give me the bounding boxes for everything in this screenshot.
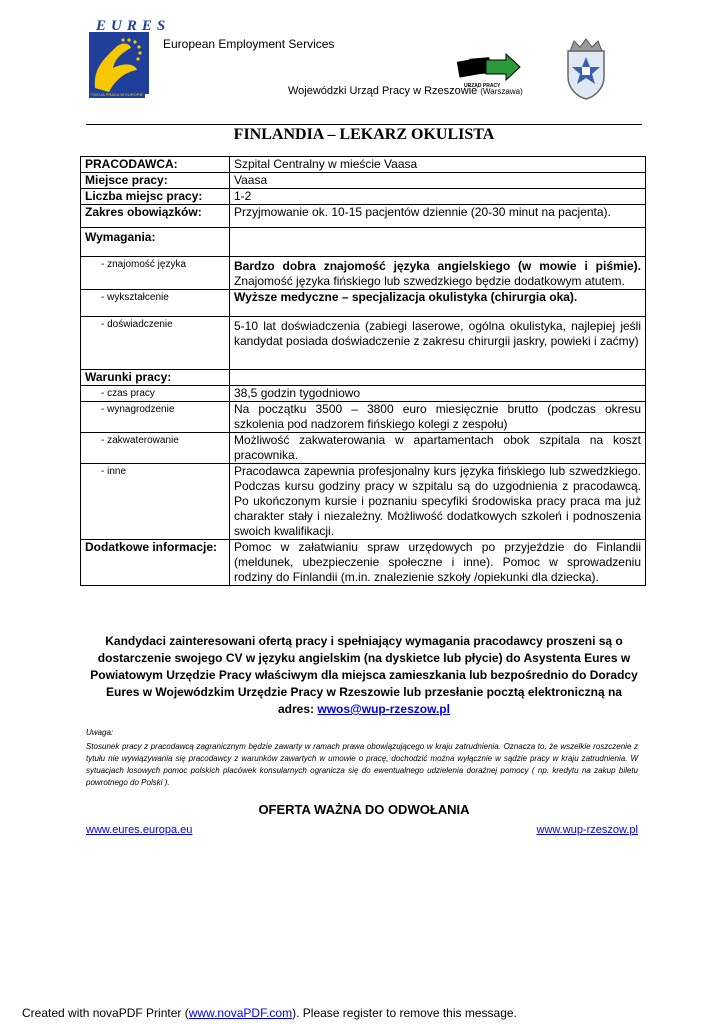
language-requirement: Bardzo dobra znajomość języka angielskiego (w mowie i piśmie). <box>234 259 641 273</box>
wup-link[interactable]: www.wup-rzeszow.pl <box>536 824 638 836</box>
wup-city: (Warszawa) <box>480 87 523 96</box>
employer-value: Szpital Centralny w mieście Vaasa <box>230 157 646 173</box>
crest-icon <box>560 37 612 101</box>
table-row <box>81 317 646 370</box>
ees-title: European Employment Services <box>163 37 335 51</box>
table-row <box>81 402 646 433</box>
candidates-info: Kandydaci zainteresowani ofertą pracy i spełniający wymagania pracodawcy proszeni są o dostarczenie swojego CV w języku angielskim (na dyskietce lub płycie) do Asystenta Eures w Powiatowym Urzędzie Pracy właściwym dla miejsca zamieszkania lub bezpośrednio do Doradcy Eures w Wojewódzkim Urzędzie Pracy w Rzeszowie lub przesłanie pocztą elektroniczną na adres: wwos@wup-rzeszow.pl <box>90 634 638 716</box>
table-row <box>81 157 646 173</box>
worktime-value: 38,5 godzin tygodniowo <box>230 386 646 402</box>
email-link[interactable]: wwos@wup-rzeszow.pl <box>317 702 450 716</box>
location-value: Vaasa <box>230 173 646 189</box>
table-row <box>81 173 646 189</box>
language-extra: Znajomość języka fińskiego lub szwedzkiego będzie dodatkowym atutem. <box>234 274 625 288</box>
other-label: - inne <box>81 464 230 540</box>
table-row <box>81 189 646 205</box>
table-row <box>81 290 646 317</box>
employer-label: PRACODAWCA: <box>81 157 230 173</box>
other-value: Pracodawca zapewnia profesjonalny kurs języka fińskiego lub szwedzkiego. Podczas kursu godziny pracy w szpitalu są do uzgodnienia z pracodawcą. Po ukończonym kursie i poznaniu specyfiki środowiska pracy praca ma już charakter stały i niezależny. Możliwość dodatkowych szkoleń i podnoszenia swoich kwalifikacji. <box>230 464 646 540</box>
positions-label: Liczba miejsc pracy: <box>81 189 230 205</box>
table-row <box>81 433 646 464</box>
novapdf-link[interactable]: www.novaPDF.com <box>188 1006 293 1020</box>
education-value: Wyższe medyczne – specjalizacja okulistyka (chirurgia oka). <box>230 290 646 317</box>
table-row <box>81 370 646 386</box>
conditions-label: Warunki pracy: <box>81 370 230 386</box>
page-title: FINLANDIA – LEKARZ OKULISTA <box>233 126 495 143</box>
duties-label: Zakres obowiązków: <box>81 205 230 228</box>
education-label: - wykształcenie <box>81 290 230 317</box>
experience-value: 5-10 lat doświadczenia (zabiegi laserowe, ogólna okulistyka, najlepiej jeśli kandydat posiada doświadczenie z zakresu chirurgii jaskry, powieki i zaćmy) <box>230 317 646 370</box>
table-row <box>81 205 646 228</box>
positions-value: 1-2 <box>230 189 646 205</box>
requirements-label: Wymagania: <box>81 228 230 257</box>
salary-label: - wynagrodzenie <box>81 402 230 433</box>
eures-logo-text: EURES <box>96 18 171 34</box>
footer-notice: Created with novaPDF Printer (www.novaPDF.com). Please register to remove this message. <box>22 1006 517 1020</box>
housing-value: Możliwość zakwaterowania w apartamentach obok szpitala na koszt pracownika. <box>230 433 646 464</box>
duties-value: Przyjmowanie ok. 10-15 pacjentów dziennie (20-30 minut na pacjenta). <box>230 205 646 228</box>
note-text: Stosunek pracy z pracodawcą zagranicznym będzie zawarty w ramach prawa obowiązującego w kraju zatrudnienia. Oznacza to, że wszelkie roszczenie z tytułu nie wywiązywania się pracodawcy z warunków zawartych w umowie o pracę, dochodzić można wyłącznie w sądzie pracy w kraju zatrudnienia. W sytuacjach losowych pomoc polskich placówek konsularnych ogranicza się do ewentualnego udzielenia doraźnej pomocy ( np. kredytu na zakup biletu powrotnego do Polski ). <box>86 742 638 787</box>
table-row <box>81 540 646 586</box>
worktime-label: - czas pracy <box>81 386 230 402</box>
experience-label: - doświadczenie <box>81 317 230 370</box>
location-label: Miejsce pracy: <box>81 173 230 189</box>
salary-value: Na początku 3500 – 3800 euro miesięcznie brutto (podczas okresu szkolenia pod nadzorem fińskiego kolegi z zespołu) <box>230 402 646 433</box>
table-row <box>81 257 646 290</box>
note-heading: Uwaga: <box>86 728 114 737</box>
eures-link[interactable]: www.eures.europa.eu <box>86 824 193 836</box>
wup-name: Wojewódzki Urząd Pracy w Rzeszowie (Warszawa) <box>288 85 523 97</box>
offer-table <box>80 156 646 586</box>
eures-tagline: TWOJA PRACA W EUROPIE <box>90 92 144 97</box>
table-row <box>81 228 646 257</box>
table-row <box>81 464 646 540</box>
offer-validity: OFERTA WAŻNA DO ODWOŁANIA <box>258 802 470 817</box>
language-label: - znajomość języka <box>81 257 230 290</box>
wup-logo-text: URZĄD PRACY <box>464 83 501 89</box>
additional-value: Pomoc w załatwianiu spraw urzędowych po przyjeździe do Finlandii (meldunek, ubezpieczenie społeczne i inne). Pomoc w sprowadzeniu rodziny do Finlandii (m.in. znalezienie szkoły /opiekunki dla dziecka). <box>230 540 646 586</box>
table-row <box>81 386 646 402</box>
additional-label: Dodatkowe informacje: <box>81 540 230 586</box>
housing-label: - zakwaterowanie <box>81 433 230 464</box>
